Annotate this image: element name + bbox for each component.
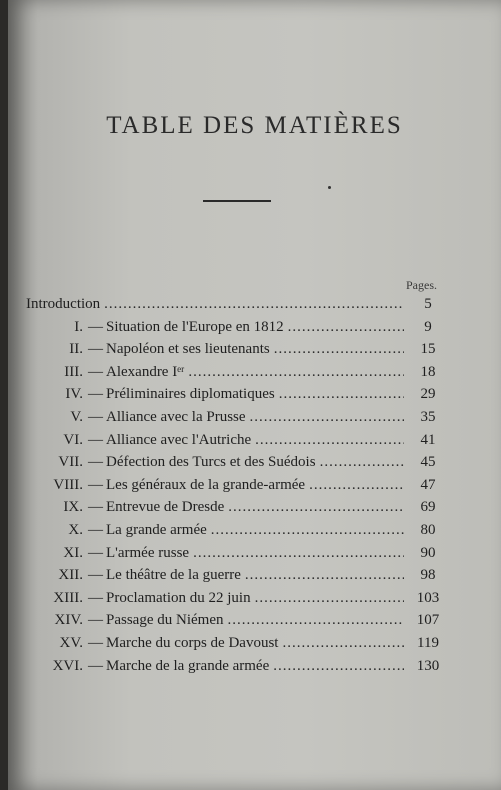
toc-entry bbox=[22, 474, 452, 497]
toc-entry-label: Le théâtre de la guerre ..... bbox=[106, 564, 404, 587]
chapter-dash: — bbox=[88, 589, 103, 606]
toc-entry-label: La grande armée ..... bbox=[106, 519, 404, 542]
chapter-number: XV. bbox=[59, 634, 83, 651]
chapter-dash: — bbox=[88, 544, 103, 561]
toc-entry-page: 90 bbox=[420, 544, 436, 561]
chapter-number: II. bbox=[69, 341, 83, 358]
toc-entry-label: Situation de l'Europe en 1812 ..... bbox=[106, 316, 404, 339]
toc-entry-label: Marche de la grande armée ..... bbox=[106, 655, 404, 678]
chapter-dash: — bbox=[88, 431, 103, 448]
chapter-dash: — bbox=[88, 318, 103, 335]
toc-entry bbox=[22, 429, 452, 452]
chapter-number: X. bbox=[68, 521, 83, 538]
toc-entry bbox=[22, 361, 452, 384]
toc-entry-label: Introduction ..... bbox=[26, 293, 404, 316]
chapter-number: I. bbox=[74, 318, 83, 335]
toc-entry-page: 9 bbox=[424, 318, 432, 335]
chapter-number: XIII. bbox=[53, 589, 83, 606]
toc-entry bbox=[22, 632, 452, 655]
toc-entry-page: 45 bbox=[420, 454, 436, 471]
toc-entry-label: Alliance avec la Prusse ..... bbox=[106, 406, 404, 429]
toc-entry-page: 119 bbox=[417, 634, 439, 651]
chapter-dash: — bbox=[88, 454, 103, 471]
chapter-dash: — bbox=[88, 657, 103, 674]
toc-entry bbox=[22, 655, 452, 678]
chapter-number: XVI. bbox=[52, 657, 83, 674]
toc-entry bbox=[22, 316, 452, 339]
toc-entry-introduction bbox=[22, 293, 452, 316]
chapter-dash: — bbox=[88, 521, 103, 538]
chapter-number: XII. bbox=[58, 567, 83, 584]
toc-entry-label: L'armée russe ..... bbox=[106, 542, 404, 565]
toc-entry-page: 130 bbox=[416, 657, 440, 674]
chapter-dash: — bbox=[88, 341, 103, 358]
toc-entry bbox=[22, 338, 452, 361]
toc-entry-page: 18 bbox=[420, 363, 436, 380]
chapter-number: VII. bbox=[58, 454, 83, 471]
toc-entry-page: 69 bbox=[420, 499, 436, 516]
chapter-number: VI. bbox=[63, 431, 83, 448]
toc-entry bbox=[22, 542, 452, 565]
toc-entry bbox=[22, 496, 452, 519]
toc-entry bbox=[22, 609, 452, 632]
chapter-number: XI. bbox=[63, 544, 83, 561]
chapter-dash: — bbox=[88, 499, 103, 516]
chapter-number: IV. bbox=[65, 386, 83, 403]
toc-entry-page: 107 bbox=[416, 612, 440, 629]
toc-entry-page: 29 bbox=[420, 386, 436, 403]
chapter-dash: — bbox=[88, 386, 103, 403]
toc-entry bbox=[22, 564, 452, 587]
title-rule bbox=[203, 200, 271, 202]
ink-speck bbox=[328, 186, 331, 189]
toc-entry-label: Entrevue de Dresde ..... bbox=[106, 496, 404, 519]
toc-entry-page: 41 bbox=[420, 431, 436, 448]
toc-entry-page: 80 bbox=[420, 521, 436, 538]
toc-entry-label: Passage du Niémen ..... bbox=[106, 609, 404, 632]
toc-entry-label: Les généraux de la grande-armée ..... bbox=[106, 474, 404, 497]
chapter-dash: — bbox=[88, 567, 103, 584]
book-page bbox=[8, 0, 501, 790]
chapter-dash: — bbox=[88, 476, 103, 493]
toc-entry-page: 35 bbox=[420, 408, 436, 425]
toc-entry bbox=[22, 383, 452, 406]
pages-column-header: Pages. bbox=[406, 278, 437, 292]
toc-entry-page: 98 bbox=[420, 567, 436, 584]
page-title: TABLE DES MATIÈRES bbox=[106, 112, 403, 139]
chapter-dash: — bbox=[88, 634, 103, 651]
toc-entry-page: 15 bbox=[420, 341, 436, 358]
chapter-dash: — bbox=[88, 363, 103, 380]
chapter-number: IX. bbox=[63, 499, 83, 516]
toc-entry-page: 103 bbox=[416, 589, 440, 606]
chapter-number: XIV. bbox=[54, 612, 83, 629]
toc-entry-label: Préliminaires diplomatiques ..... bbox=[106, 383, 404, 406]
toc-entry-label: Proclamation du 22 juin ..... bbox=[106, 587, 404, 610]
toc-entry-label: Alliance avec l'Autriche ..... bbox=[106, 429, 404, 452]
toc-entry bbox=[22, 587, 452, 610]
table-of-contents bbox=[22, 293, 452, 677]
toc-entry-page: 47 bbox=[420, 476, 436, 493]
chapter-number: VIII. bbox=[53, 476, 83, 493]
chapter-number: V. bbox=[70, 408, 83, 425]
toc-entry-label: Napoléon et ses lieutenants ..... bbox=[106, 338, 404, 361]
toc-entry-label: Alexandre Iᵉʳ ..... bbox=[106, 361, 404, 384]
chapter-number: III. bbox=[64, 363, 83, 380]
chapter-dash: — bbox=[88, 612, 103, 629]
toc-entry bbox=[22, 451, 452, 474]
toc-entry-page: 5 bbox=[424, 296, 432, 312]
chapter-dash: — bbox=[88, 408, 103, 425]
toc-entry bbox=[22, 406, 452, 429]
toc-entry-label: Défection des Turcs et des Suédois ..... bbox=[106, 451, 404, 474]
toc-entry-label: Marche du corps de Davoust ..... bbox=[106, 632, 404, 655]
toc-entry bbox=[22, 519, 452, 542]
